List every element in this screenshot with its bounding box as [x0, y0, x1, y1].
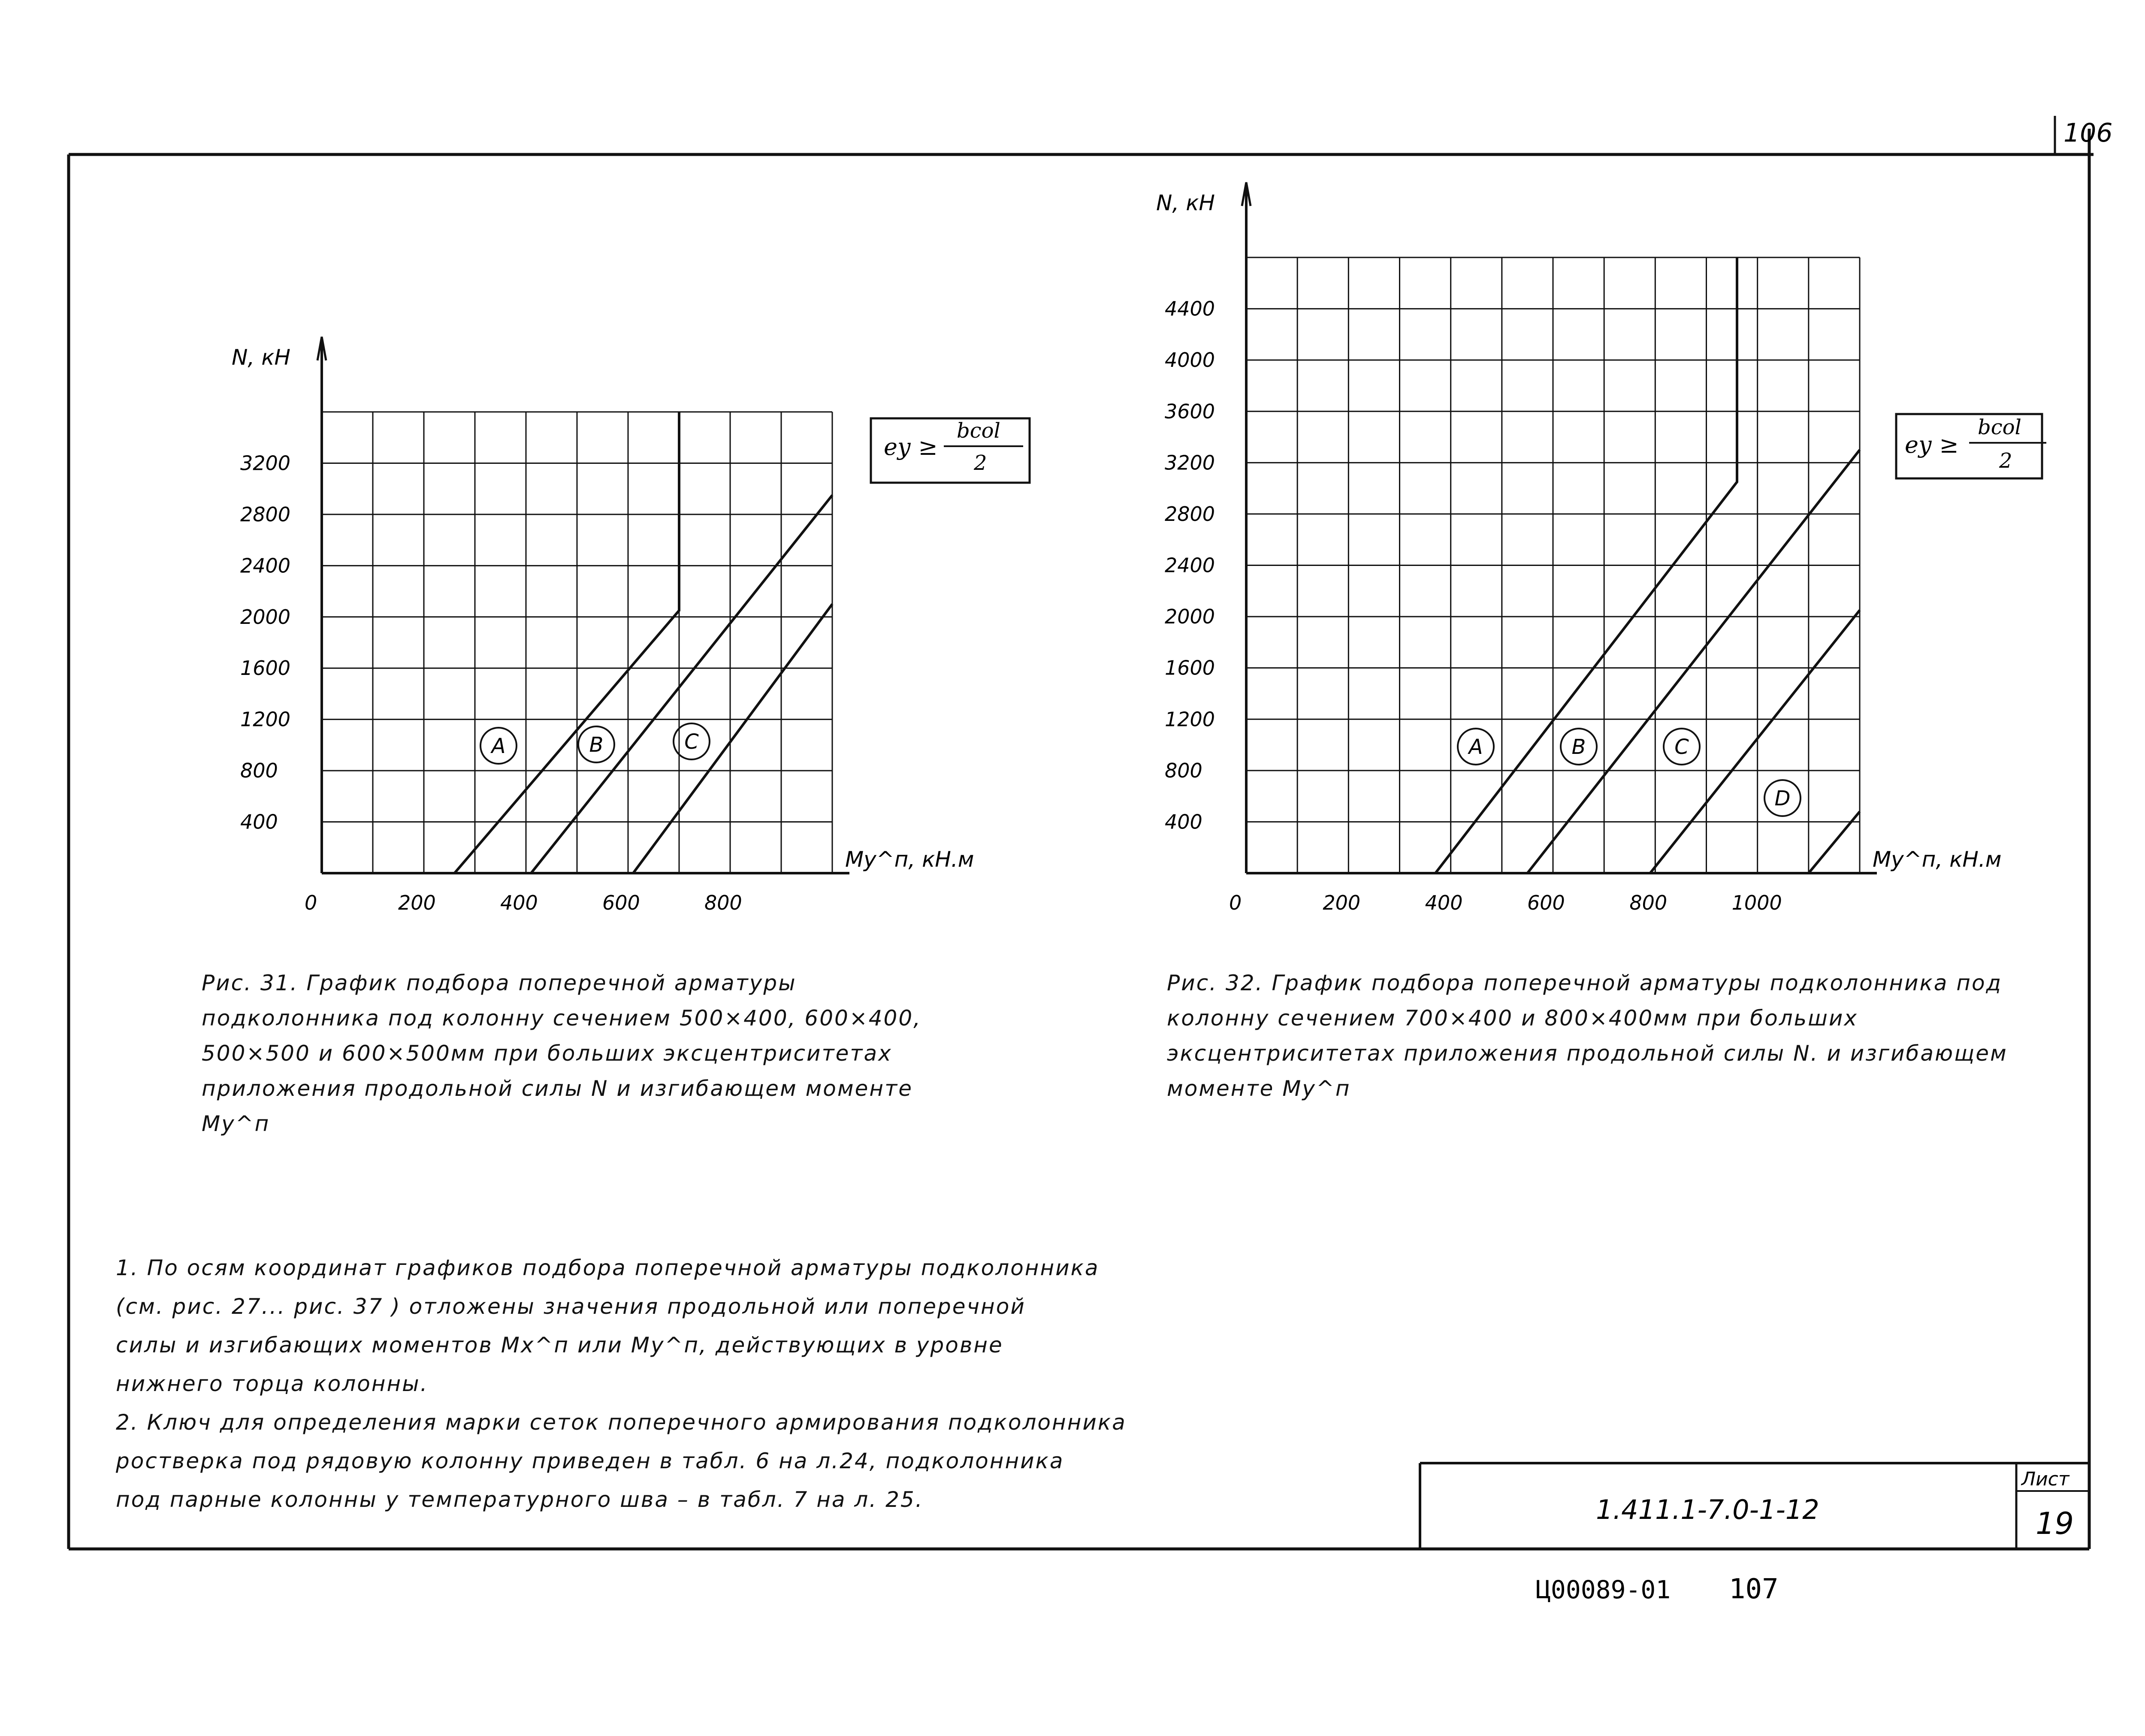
note-line: силы и изгибающих моментов Mx^п или Mу^п, действующих в уровне [116, 1333, 1003, 1358]
formula-numerator: bcol [957, 419, 1000, 443]
series-label: C [684, 730, 699, 754]
series-label: B [589, 733, 604, 757]
x-axis-label: Mу^п, кН.м [845, 847, 974, 872]
x-tick-label: 800 [1629, 891, 1668, 914]
y-tick-label: 400 [1165, 810, 1202, 834]
document-code: 1.411.1-7.0-1-12 [1596, 1494, 1819, 1525]
corner-sheet-number: 106 [2063, 118, 2113, 148]
y-tick-label: 1600 [1165, 656, 1215, 680]
figure32-chart [1156, 182, 2002, 914]
series-label: A [491, 734, 506, 758]
y-tick-label: 3200 [1165, 451, 1215, 475]
y-axis-label: N, кН [1156, 191, 1215, 215]
y-tick-label: 4000 [1165, 348, 1215, 372]
x-axis-label: Mу^п, кН.м [1873, 847, 2002, 872]
sheet-number: 19 [2036, 1506, 2074, 1541]
figure32-formula-box [1896, 414, 2046, 478]
y-tick-label: 1200 [240, 708, 291, 731]
x-tick-label: 200 [1323, 891, 1361, 914]
y-axis-label: N, кН [232, 345, 290, 370]
x-tick-label: 1000 [1731, 891, 1782, 914]
series-line-a [454, 412, 679, 873]
x-tick-label: 200 [398, 891, 436, 914]
series-label: D [1774, 786, 1791, 811]
figure31-chart [232, 337, 974, 914]
y-tick-label: 2000 [1165, 605, 1215, 629]
series-label: A [1468, 735, 1483, 759]
x-tick-label: 800 [704, 891, 742, 914]
archive-page: 107 [1729, 1573, 1779, 1605]
formula-numerator: bcol [1978, 415, 2021, 439]
note-line: нижнего торца колонны. [116, 1371, 429, 1396]
y-tick-label: 400 [240, 810, 278, 834]
note-line: ростверка под рядовую колонну приведен в табл. 6 на л.24, подколонника [116, 1449, 1064, 1473]
sheet-label: Лист [2021, 1468, 2069, 1490]
y-tick-label: 2800 [240, 502, 291, 526]
series-label: B [1571, 735, 1586, 759]
note-line: 1. По осям координат графиков подбора поперечной арматуры подколонника [116, 1255, 1100, 1280]
x-tick-label: 600 [1527, 891, 1565, 914]
figure31-caption: Рис. 31. График подбора поперечной арматуры подколонника под колонну сечением 500×400, 600×400, 500×500 и 600×500мм при больших эксцентриситетах приложения продольной силы N и изгибающем моменте Mу^п [202, 971, 922, 1136]
y-tick-label: 2400 [240, 554, 291, 578]
general-notes [116, 1249, 1424, 1519]
y-tick-label: 800 [240, 759, 278, 783]
x-tick-label: 400 [1425, 891, 1463, 914]
y-tick-label: 3200 [240, 451, 291, 475]
y-tick-label: 2800 [1165, 502, 1215, 526]
figure31-formula-box [871, 418, 1030, 483]
formula-denominator: 2 [974, 451, 987, 475]
figure32-caption: Рис. 32. График подбора поперечной арматуры подколонника под колонну сечением 700×400 и 800×400мм при больших эксцентриситетах приложения продольной силы N. и изгибающем моменте Mу^п [1167, 971, 2008, 1101]
note-line: (см. рис. 27... рис. 37 ) отложены значения продольной или поперечной [116, 1294, 1026, 1319]
y-tick-label: 1600 [240, 656, 291, 680]
x-tick-label: 0 [305, 891, 317, 914]
series-line-c [633, 604, 832, 873]
archive-number: Ц00089-01 [1536, 1575, 1671, 1604]
note-line: 2. Ключ для определения марки сеток поперечного армирования подколонника [116, 1410, 1127, 1435]
y-tick-label: 2000 [240, 605, 291, 629]
note-line: под парные колонны у температурного шва – в табл. 7 на л. 25. [116, 1487, 924, 1512]
series-line-d [1809, 812, 1860, 874]
formula-lhs: eу ≥ [884, 433, 938, 460]
x-tick-label: 600 [602, 891, 640, 914]
y-tick-label: 2400 [1165, 553, 1215, 577]
series-label: C [1674, 735, 1689, 759]
x-tick-label: 0 [1229, 891, 1242, 914]
y-tick-label: 4400 [1165, 297, 1215, 321]
series-line-b [531, 495, 832, 873]
formula-denominator: 2 [1999, 449, 2012, 473]
x-tick-label: 400 [500, 891, 538, 914]
y-tick-label: 800 [1165, 759, 1202, 782]
formula-lhs: eу ≥ [1905, 431, 1959, 458]
y-tick-label: 1200 [1165, 708, 1215, 731]
y-tick-label: 3600 [1165, 399, 1215, 423]
